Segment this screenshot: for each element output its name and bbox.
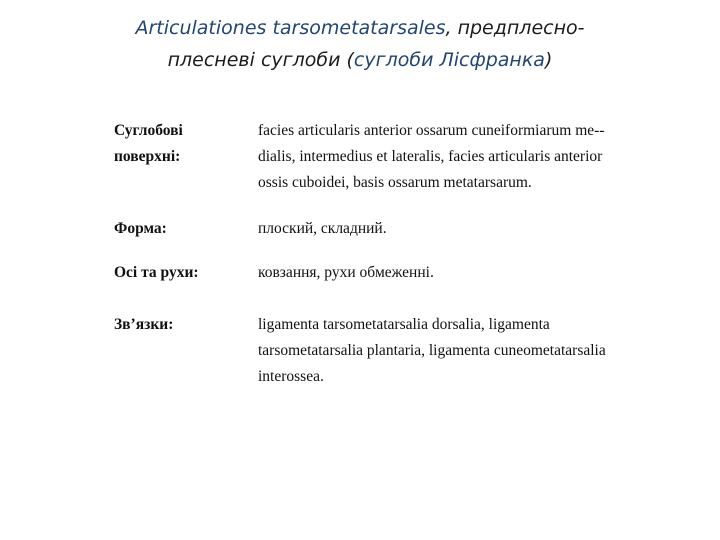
- value-line: ligamenta tarsometatarsalia dorsalia, ligamenta: [258, 316, 550, 333]
- row-label: [114, 260, 244, 286]
- label-line: Осі та рухи:: [114, 264, 199, 281]
- page-title: [40, 12, 680, 76]
- title-line-1: [40, 12, 680, 44]
- title-line-1-suffix: , предплесно-: [445, 17, 585, 39]
- title-line-2: [40, 44, 680, 76]
- label-line: Форма:: [114, 220, 167, 237]
- value-line: tarsometatarsalia plantaria, ligamenta cuneometatarsalia: [258, 342, 606, 359]
- value-line: facies articularis anterior ossarum cuneiformiarum me--: [258, 122, 605, 139]
- row-value: [258, 118, 678, 196]
- row-label: [114, 118, 244, 170]
- row-value: [258, 312, 678, 390]
- value-line: ossis cuboidei, basis ossarum metatarsarum.: [258, 174, 532, 191]
- row-label: [114, 312, 244, 338]
- title-line-2-prefix: плесневі суглоби (: [167, 49, 354, 71]
- title-latin: Articulationes tarsometatarsales: [135, 17, 446, 39]
- label-line: Суглобові: [114, 122, 183, 139]
- value-line: ковзання, рухи обмеженні.: [258, 264, 434, 281]
- value-line: плоский, складний.: [258, 220, 387, 237]
- label-line: Зв’язки:: [114, 316, 174, 333]
- row-value: [258, 260, 678, 286]
- value-line: interossea.: [258, 368, 324, 385]
- label-line: поверхні:: [114, 148, 181, 165]
- row-label: [114, 216, 244, 242]
- title-line-2-suffix: ): [544, 49, 553, 71]
- value-line: dialis, intermedius et lateralis, facies articularis anterior: [258, 148, 603, 165]
- row-value: [258, 216, 678, 242]
- title-lisfranc: суглоби Лісфранка: [353, 49, 545, 71]
